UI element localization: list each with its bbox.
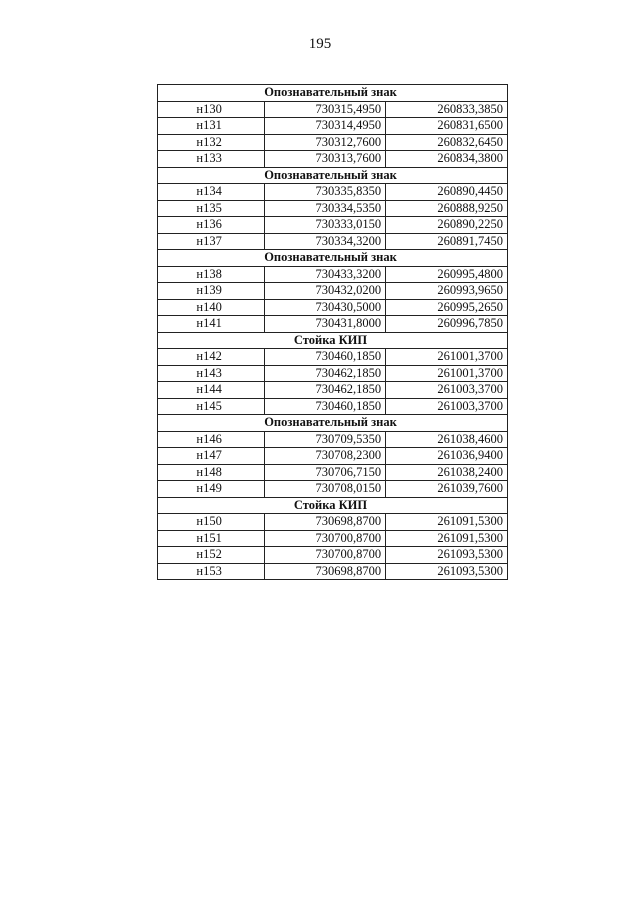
x-coordinate-cell: 730460,1850 [265,349,386,366]
coordinates-table [157,84,508,580]
point-id-cell: н138 [158,266,265,283]
point-id-cell: н135 [158,200,265,217]
x-coordinate-cell: 730708,0150 [265,481,386,498]
y-coordinate-cell: 261036,9400 [386,448,508,465]
y-coordinate-cell: 260831,6500 [386,118,508,135]
x-coordinate-cell: 730698,8700 [265,563,386,580]
point-id-cell: н153 [158,563,265,580]
section-title: Опознавательный знак [158,415,508,432]
point-id-cell: н146 [158,431,265,448]
y-coordinate-cell: 260890,2250 [386,217,508,234]
y-coordinate-cell: 260834,3800 [386,151,508,168]
table-row [158,101,508,118]
point-id-cell: н143 [158,365,265,382]
table-row [158,184,508,201]
section-header-row [158,497,508,514]
x-coordinate-cell: 730700,8700 [265,530,386,547]
x-coordinate-cell: 730432,0200 [265,283,386,300]
section-header-row [158,85,508,102]
table-row [158,233,508,250]
table-row [158,563,508,580]
x-coordinate-cell: 730312,7600 [265,134,386,151]
y-coordinate-cell: 261091,5300 [386,514,508,531]
x-coordinate-cell: 730313,7600 [265,151,386,168]
table-row [158,316,508,333]
x-coordinate-cell: 730709,5350 [265,431,386,448]
x-coordinate-cell: 730433,3200 [265,266,386,283]
table-row [158,382,508,399]
x-coordinate-cell: 730315,4950 [265,101,386,118]
point-id-cell: н139 [158,283,265,300]
section-title: Опознавательный знак [158,85,508,102]
y-coordinate-cell: 260993,9650 [386,283,508,300]
point-id-cell: н147 [158,448,265,465]
point-id-cell: н149 [158,481,265,498]
table-row [158,283,508,300]
x-coordinate-cell: 730431,8000 [265,316,386,333]
y-coordinate-cell: 261093,5300 [386,563,508,580]
y-coordinate-cell: 260890,4450 [386,184,508,201]
table-row [158,299,508,316]
section-title: Стойка КИП [158,332,508,349]
section-header-row [158,415,508,432]
table-row [158,118,508,135]
y-coordinate-cell: 261093,5300 [386,547,508,564]
y-coordinate-cell: 261038,2400 [386,464,508,481]
point-id-cell: н137 [158,233,265,250]
y-coordinate-cell: 261038,4600 [386,431,508,448]
x-coordinate-cell: 730706,7150 [265,464,386,481]
section-header-row [158,250,508,267]
point-id-cell: н130 [158,101,265,118]
y-coordinate-cell: 261091,5300 [386,530,508,547]
point-id-cell: н152 [158,547,265,564]
y-coordinate-cell: 260995,2650 [386,299,508,316]
point-id-cell: н132 [158,134,265,151]
x-coordinate-cell: 730334,3200 [265,233,386,250]
table-row [158,530,508,547]
x-coordinate-cell: 730335,8350 [265,184,386,201]
point-id-cell: н140 [158,299,265,316]
point-id-cell: н145 [158,398,265,415]
coordinates-table-body [158,85,508,580]
y-coordinate-cell: 260996,7850 [386,316,508,333]
x-coordinate-cell: 730430,5000 [265,299,386,316]
point-id-cell: н148 [158,464,265,481]
table-row [158,365,508,382]
table-row [158,217,508,234]
table-row [158,200,508,217]
x-coordinate-cell: 730333,0150 [265,217,386,234]
y-coordinate-cell: 260833,3850 [386,101,508,118]
y-coordinate-cell: 260888,9250 [386,200,508,217]
table-row [158,481,508,498]
x-coordinate-cell: 730334,5350 [265,200,386,217]
point-id-cell: н136 [158,217,265,234]
point-id-cell: н133 [158,151,265,168]
point-id-cell: н151 [158,530,265,547]
section-title: Стойка КИП [158,497,508,514]
table-row [158,134,508,151]
x-coordinate-cell: 730700,8700 [265,547,386,564]
y-coordinate-cell: 260995,4800 [386,266,508,283]
y-coordinate-cell: 260891,7450 [386,233,508,250]
section-header-row [158,167,508,184]
section-title: Опознавательный знак [158,250,508,267]
y-coordinate-cell: 261003,3700 [386,382,508,399]
point-id-cell: н144 [158,382,265,399]
table-row [158,349,508,366]
table-row [158,448,508,465]
table-row [158,398,508,415]
x-coordinate-cell: 730462,1850 [265,382,386,399]
table-row [158,266,508,283]
table-row [158,464,508,481]
point-id-cell: н134 [158,184,265,201]
x-coordinate-cell: 730708,2300 [265,448,386,465]
x-coordinate-cell: 730460,1850 [265,398,386,415]
y-coordinate-cell: 260832,6450 [386,134,508,151]
table-row [158,514,508,531]
point-id-cell: н131 [158,118,265,135]
section-header-row [158,332,508,349]
x-coordinate-cell: 730698,8700 [265,514,386,531]
x-coordinate-cell: 730314,4950 [265,118,386,135]
point-id-cell: н141 [158,316,265,333]
table-row [158,431,508,448]
y-coordinate-cell: 261039,7600 [386,481,508,498]
y-coordinate-cell: 261001,3700 [386,365,508,382]
section-title: Опознавательный знак [158,167,508,184]
y-coordinate-cell: 261001,3700 [386,349,508,366]
point-id-cell: н142 [158,349,265,366]
table-row [158,547,508,564]
table-row [158,151,508,168]
x-coordinate-cell: 730462,1850 [265,365,386,382]
point-id-cell: н150 [158,514,265,531]
y-coordinate-cell: 261003,3700 [386,398,508,415]
page-number: 195 [308,36,332,52]
